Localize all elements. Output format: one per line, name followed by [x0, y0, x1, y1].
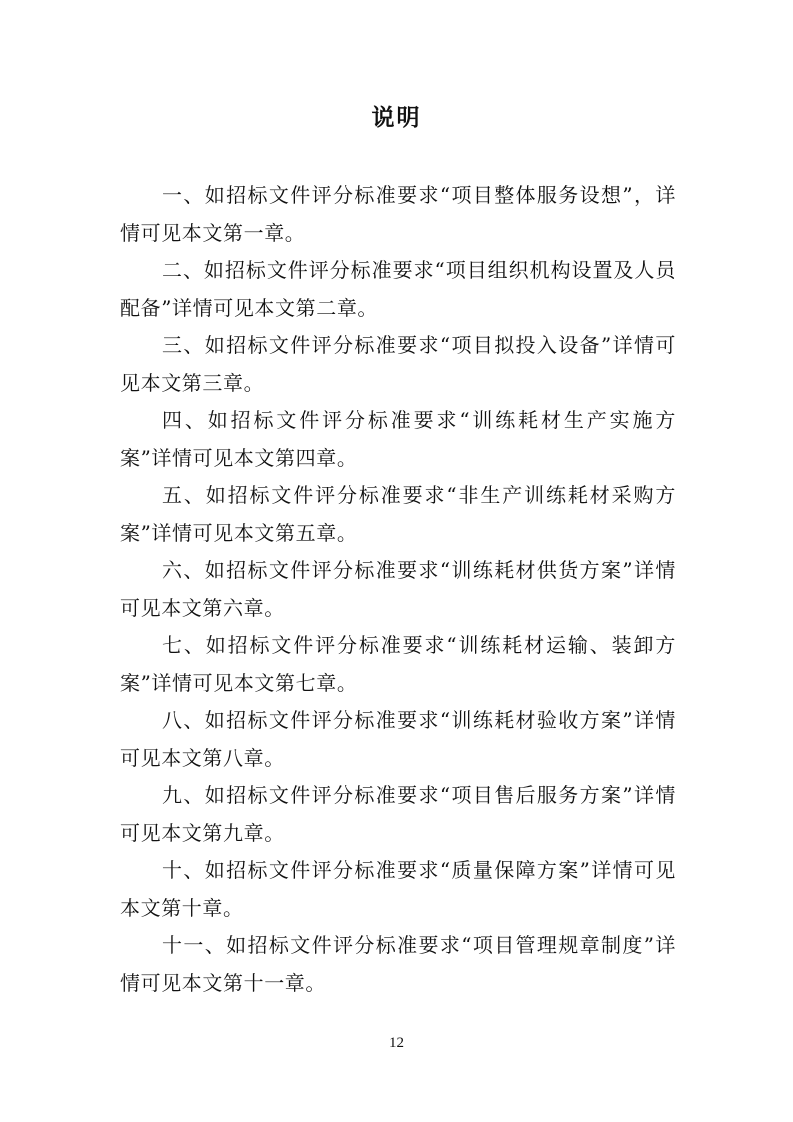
paragraph-4: 四、如招标文件评分标准要求“训练耗材生产实施方案”详情可见本文第四章。 — [120, 408, 676, 470]
paragraph-1: 一、如招标文件评分标准要求“项目整体服务设想”，详情可见本文第一章。 — [120, 183, 676, 245]
paragraph-2: 二、如招标文件评分标准要求“项目组织机构设置及人员配备”详情可见本文第二章。 — [120, 258, 676, 320]
paragraph-3: 三、如招标文件评分标准要求“项目拟投入设备”详情可见本文第三章。 — [120, 333, 676, 395]
paragraph-6: 六、如招标文件评分标准要求“训练耗材供货方案”详情可见本文第六章。 — [120, 558, 676, 620]
paragraph-5: 五、如招标文件评分标准要求“非生产训练耗材采购方案”详情可见本文第五章。 — [120, 483, 676, 545]
paragraph-9: 九、如招标文件评分标准要求“项目售后服务方案”详情可见本文第九章。 — [120, 783, 676, 845]
page-number: 12 — [389, 1035, 404, 1051]
page-title: 说明 — [371, 105, 422, 131]
paragraph-11: 十一、如招标文件评分标准要求“项目管理规章制度”详情可见本文第十一章。 — [120, 933, 676, 995]
document-body — [120, 177, 676, 1002]
paragraph-7: 七、如招标文件评分标准要求“训练耗材运输、装卸方案”详情可见本文第七章。 — [120, 633, 676, 695]
paragraph-10: 十、如招标文件评分标准要求“质量保障方案”详情可见本文第十章。 — [120, 858, 676, 920]
paragraph-8: 八、如招标文件评分标准要求“训练耗材验收方案”详情可见本文第八章。 — [120, 708, 676, 770]
